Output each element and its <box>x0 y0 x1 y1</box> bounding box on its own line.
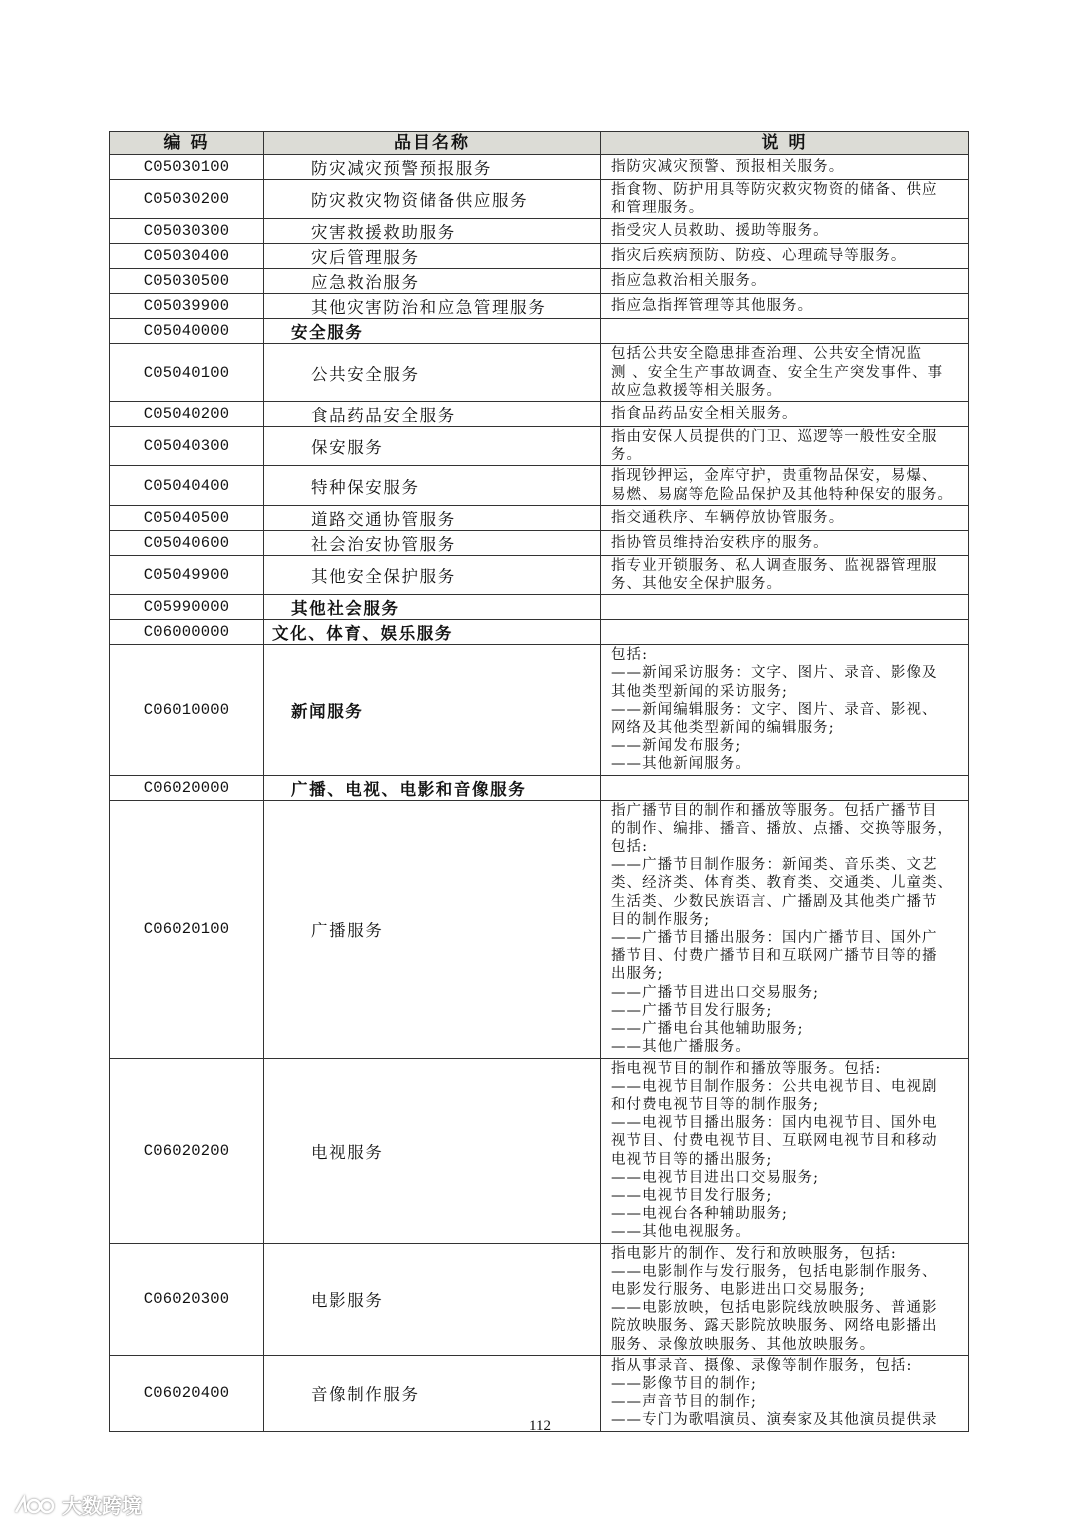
item-name: 社会治安协管服务 <box>264 530 601 555</box>
table-row <box>110 555 969 594</box>
item-code: C06020400 <box>110 1355 264 1431</box>
item-description <box>601 595 969 620</box>
item-code: C06000000 <box>110 620 264 645</box>
description-line: ——广播电台其他辅助服务; <box>611 1021 804 1038</box>
item-name: 新闻服务 <box>264 645 601 775</box>
description-line: ——电视节目发行服务; <box>611 1187 773 1204</box>
description-line: 电视节目等的播出服务; <box>611 1151 773 1168</box>
page-number: 112 <box>529 1418 551 1434</box>
item-description <box>601 1058 969 1243</box>
item-code: C05040000 <box>110 319 264 344</box>
table-row <box>110 402 969 427</box>
description-line: ——新闻采访服务：文字、图片、录音、影像及 <box>611 665 938 682</box>
item-description <box>601 800 969 1058</box>
table-row <box>110 180 969 219</box>
description-line: 的制作、编排、播音、播放、点播、交换等服务， <box>611 820 954 837</box>
item-name: 防灾减灾预警预报服务 <box>264 155 601 180</box>
description-line: 指食品药品安全相关服务。 <box>611 405 798 422</box>
description-line: 指应急指挥管理等其他服务。 <box>611 298 814 315</box>
description-line: 生活类、少数民族语言、广播剧及其他类广播节 <box>611 893 938 910</box>
table-row <box>110 155 969 180</box>
item-description <box>601 1243 969 1355</box>
item-name: 防灾救灾物资储备供应服务 <box>264 180 601 219</box>
table-row <box>110 427 969 466</box>
description-line: 指广播节目的制作和播放等服务。包括广播节目 <box>611 802 938 819</box>
description-line: ——广播节目发行服务; <box>611 1002 773 1019</box>
service-catalog-table <box>109 131 969 1432</box>
item-code: C05030500 <box>110 269 264 294</box>
table-row <box>110 775 969 800</box>
table-row <box>110 269 969 294</box>
description-line: 指现钞押运，金库守护，贵重物品保安，易爆、 <box>611 468 938 485</box>
description-line: 务。 <box>611 447 643 464</box>
table-row <box>110 645 969 775</box>
item-name: 公共安全服务 <box>264 344 601 402</box>
description-line: 指由安保人员提供的门卫、巡逻等一般性安全服 <box>611 429 938 446</box>
description-line: ——影像节目的制作; <box>611 1375 757 1392</box>
description-line: 和管理服务。 <box>611 200 705 217</box>
description-line: ——新闻发布服务; <box>611 738 742 755</box>
item-code: C05039900 <box>110 294 264 319</box>
item-code: C05040200 <box>110 402 264 427</box>
watermark-text: 大数跨境 <box>62 1494 142 1518</box>
item-code: C06020300 <box>110 1243 264 1355</box>
table-row <box>110 800 969 1058</box>
description-line: 院放映服务、露天影院放映服务、网络电影播出 <box>611 1318 938 1335</box>
description-line: 类、经济类、体育类、教育类、交通类、儿童类、 <box>611 875 954 892</box>
description-line: ——专门为歌唱演员、演奏家及其他演员提供录 <box>611 1412 938 1429</box>
watermark-logo-icon <box>12 1492 56 1518</box>
item-code: C05040300 <box>110 427 264 466</box>
description-line: 目的制作服务; <box>611 911 711 928</box>
item-name: 电视服务 <box>264 1058 601 1243</box>
item-name: 保安服务 <box>264 427 601 466</box>
item-code: C06020000 <box>110 775 264 800</box>
item-description <box>601 555 969 594</box>
item-code: C05040600 <box>110 530 264 555</box>
item-name: 文化、体育、娱乐服务 <box>264 620 601 645</box>
item-description <box>601 530 969 555</box>
item-description <box>601 620 969 645</box>
table-row <box>110 530 969 555</box>
item-code: C06020100 <box>110 800 264 1058</box>
description-line: 其他类型新闻的采访服务; <box>611 683 788 700</box>
table-row <box>110 505 969 530</box>
table-row <box>110 1058 969 1243</box>
table-row <box>110 244 969 269</box>
item-description <box>601 244 969 269</box>
item-description <box>601 155 969 180</box>
description-line: 包括公共安全隐患排查治理、公共安全情况监 <box>611 346 922 363</box>
item-name: 特种保安服务 <box>264 466 601 505</box>
header-desc: 说 明 <box>601 132 969 155</box>
item-code: C05990000 <box>110 595 264 620</box>
description-line: 电影发行服务、电影进出口交易服务; <box>611 1281 866 1298</box>
item-name: 灾害救援救助服务 <box>264 219 601 244</box>
item-code: C06020200 <box>110 1058 264 1243</box>
description-line: 指协管员维持治安秩序的服务。 <box>611 534 829 551</box>
description-line: 指从事录音、摄像、录像等制作服务，包括: <box>611 1357 913 1374</box>
item-name: 应急救治服务 <box>264 269 601 294</box>
description-line: ——电影制作与发行服务，包括电影制作服务、 <box>611 1263 938 1280</box>
description-line: ——其他新闻服务。 <box>611 756 751 773</box>
item-name: 安全服务 <box>264 319 601 344</box>
description-line: ——电视节目播出服务：国内电视节目、国外电 <box>611 1115 938 1132</box>
description-line: 务、其他安全保护服务。 <box>611 576 783 593</box>
description-line: 指防灾减灾预警、预报相关服务。 <box>611 158 845 175</box>
description-line: ——新闻编辑服务：文字、图片、录音、影视、 <box>611 701 938 718</box>
description-line: 故应急救援等相关服务。 <box>611 382 783 399</box>
item-description <box>601 505 969 530</box>
description-line: 包括: <box>611 647 649 664</box>
header-name: 品目名称 <box>264 132 601 155</box>
description-line: 指应急救治相关服务。 <box>611 273 767 290</box>
table-row <box>110 466 969 505</box>
item-description <box>601 402 969 427</box>
table-row <box>110 319 969 344</box>
description-line: 和付费电视节目等的制作服务; <box>611 1096 820 1113</box>
item-description <box>601 219 969 244</box>
description-line: 视节目、付费电视节目、互联网电视节目和移动 <box>611 1133 938 1150</box>
item-name: 道路交通协管服务 <box>264 505 601 530</box>
table-row <box>110 344 969 402</box>
item-name: 广播服务 <box>264 800 601 1058</box>
table-row <box>110 1243 969 1355</box>
description-line: 播节目、付费广播节目和互联网广播节目等的播 <box>611 948 938 965</box>
description-line: ——其他电视服务。 <box>611 1224 751 1241</box>
item-name: 其他安全保护服务 <box>264 555 601 594</box>
table-row <box>110 620 969 645</box>
item-code: C05030100 <box>110 155 264 180</box>
item-code: C05030300 <box>110 219 264 244</box>
description-line: 指专业开锁服务、私人调查服务、监视器管理服 <box>611 557 938 574</box>
item-name: 广播、电视、电影和音像服务 <box>264 775 601 800</box>
table-row <box>110 595 969 620</box>
description-line: ——其他广播服务。 <box>611 1039 751 1056</box>
description-line: 指食物、防护用具等防灾救灾物资的储备、供应 <box>611 182 938 198</box>
item-description <box>601 344 969 402</box>
description-line: 网络及其他类型新闻的编辑服务; <box>611 720 835 737</box>
table-header-row <box>110 132 969 155</box>
item-name: 电影服务 <box>264 1243 601 1355</box>
description-line: ——电视台各种辅助服务; <box>611 1206 788 1223</box>
description-line: ——广播节目制作服务：新闻类、音乐类、文艺 <box>611 857 938 874</box>
item-name: 食品药品安全服务 <box>264 402 601 427</box>
item-code: C05040100 <box>110 344 264 402</box>
item-description <box>601 645 969 775</box>
description-line: 指受灾人员救助、援助等服务。 <box>611 223 829 240</box>
description-line: 易燃、易腐等危险品保护及其他特种保安的服务。 <box>611 486 954 503</box>
description-line: ——电视节目制作服务：公共电视节目、电视剧 <box>611 1078 938 1095</box>
table-row <box>110 294 969 319</box>
description-line: 出服务; <box>611 966 664 983</box>
item-name: 其他社会服务 <box>264 595 601 620</box>
item-description <box>601 775 969 800</box>
item-code: C05049900 <box>110 555 264 594</box>
description-line: 指交通秩序、车辆停放协管服务。 <box>611 509 845 526</box>
description-line: 包括: <box>611 839 649 856</box>
description-line: 测 、安全生产事故调查、安全生产突发事件、事 <box>611 364 944 381</box>
item-description <box>601 466 969 505</box>
item-code: C06010000 <box>110 645 264 775</box>
item-code: C05040500 <box>110 505 264 530</box>
description-line: 指电视节目的制作和播放等服务。包括: <box>611 1060 882 1077</box>
description-line: 指灾后疾病预防、防疫、心理疏导等服务。 <box>611 248 907 265</box>
item-description <box>601 427 969 466</box>
header-code: 编 码 <box>110 132 264 155</box>
item-name: 其他灾害防治和应急管理服务 <box>264 294 601 319</box>
table-row <box>110 219 969 244</box>
description-line: ——电视节目进出口交易服务; <box>611 1169 820 1186</box>
item-name: 音像制作服务 <box>264 1355 601 1431</box>
description-line: ——广播节目播出服务：国内广播节目、国外广 <box>611 930 938 947</box>
table-body <box>110 155 969 1432</box>
description-line: 指电影片的制作、发行和放映服务，包括: <box>611 1245 897 1262</box>
item-name: 灾后管理服务 <box>264 244 601 269</box>
item-code: C05040400 <box>110 466 264 505</box>
item-description <box>601 294 969 319</box>
description-line: ——声音节目的制作; <box>611 1394 757 1411</box>
watermark <box>12 1490 142 1519</box>
item-description <box>601 180 969 219</box>
item-description <box>601 269 969 294</box>
description-line: 服务、录像放映服务、其他放映服务。 <box>611 1336 876 1353</box>
description-line: ——电影放映，包括电影院线放映服务、普通影 <box>611 1300 938 1317</box>
item-code: C05030400 <box>110 244 264 269</box>
item-code: C05030200 <box>110 180 264 219</box>
description-line: ——广播节目进出口交易服务; <box>611 984 820 1001</box>
item-description <box>601 319 969 344</box>
